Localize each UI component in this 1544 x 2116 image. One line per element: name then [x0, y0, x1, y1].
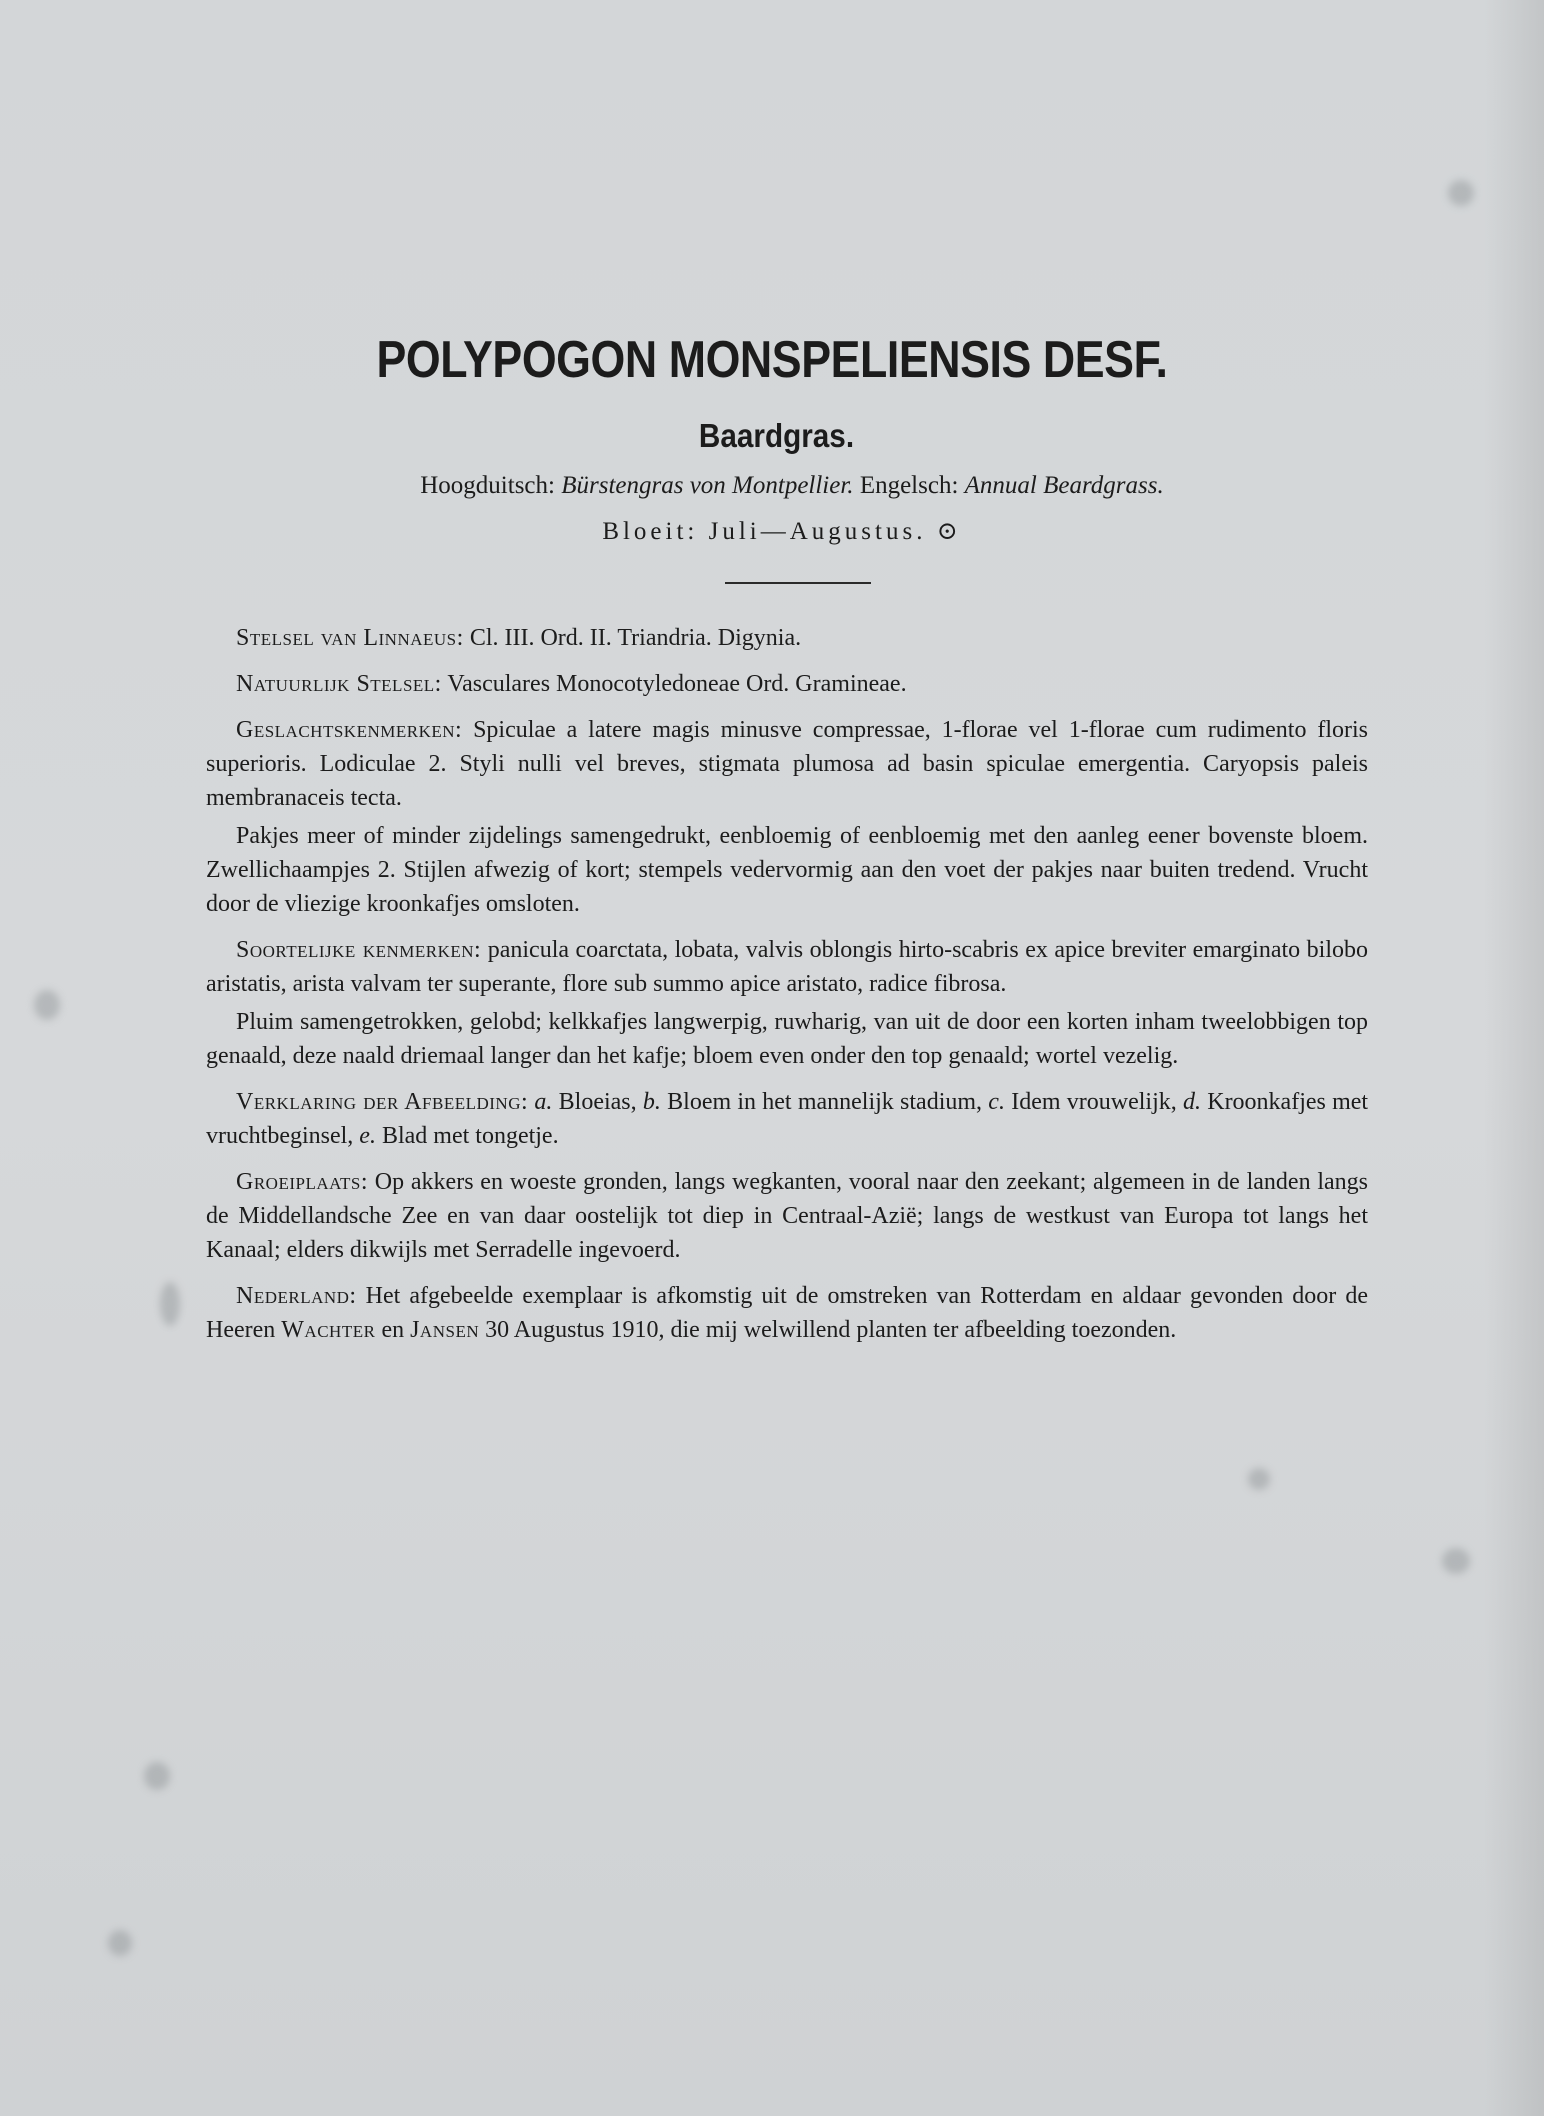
- paper-spot: [1448, 180, 1474, 206]
- figure-d-key: d.: [1182, 1089, 1201, 1115]
- figure-e-text: Blad met tongetje.: [381, 1123, 559, 1149]
- bloom-period: [0, 516, 1544, 546]
- genus-label: Geslachtskenmerken:: [236, 717, 463, 743]
- english-label: Engelsch:: [859, 472, 959, 499]
- natural-system-paragraph: [206, 667, 1368, 701]
- figure-d-text: Kroonkafjes met vruchtbeginsel,: [206, 1089, 1369, 1149]
- figure-c-text: Idem vrouwelijk,: [1011, 1089, 1177, 1115]
- paper-spot: [1442, 1548, 1470, 1574]
- description-body: [206, 621, 1368, 1359]
- vernacular-names: [0, 472, 1544, 500]
- species-dutch-paragraph: [206, 1005, 1368, 1073]
- bloom-label: Bloeit:: [602, 518, 699, 545]
- habitat-text: Op akkers en woeste gronden, langs wegkanten, vooral naar den zeekant; algemeen in de landen langs de Middellandsche Zee en van daar oostelijk tot diep in Centraal-Azië; langs de westkust van Europa tot langs het Kanaal; elders dikwijls met Serradelle ingevoerd.: [206, 1169, 1369, 1263]
- paper-spot: [34, 990, 60, 1020]
- species-latin-paragraph: [206, 933, 1368, 1001]
- species-latin-text: panicula coarctata, lobata, valvis oblongis hirto-scabris ex apice breviter emarginato bilobo aristatis, arista valvam ter superante, flore sub summo apice aristato, radice fibrosa.: [206, 937, 1369, 997]
- linnaeus-paragraph: [206, 621, 1368, 655]
- collector-name-1: Wachter: [281, 1317, 376, 1343]
- figure-b-key: b.: [642, 1089, 661, 1115]
- netherlands-text-1: Het afgebeelde exemplaar is afkomstig uit de omstreken van Rotterdam en aldaar gevonden door de Heeren: [206, 1283, 1369, 1343]
- genus-dutch-text: Pakjes meer of minder zijdelings samengedrukt, eenbloemig of eenbloemig met den aanleg eener bovenste bloem. Zwellichaampjes 2. Stijlen afwezig of kort; stempels vedervormig aan den voet der pakjes naar buiten tredend. Vrucht door de vliezige kroonkafjes omsloten.: [206, 823, 1368, 917]
- figure-a-key: a.: [534, 1089, 553, 1115]
- collector-name-2: Jansen: [410, 1317, 480, 1343]
- netherlands-paragraph: [206, 1279, 1368, 1347]
- german-label: Hoogduitsch:: [420, 472, 555, 499]
- netherlands-text-2: 30 Augustus 1910, die mij welwillend planten ter afbeelding toezonden.: [485, 1317, 1177, 1343]
- netherlands-label: Nederland:: [236, 1283, 357, 1309]
- page-title: POLYPOGON MONSPELIENSIS DESF.: [376, 331, 1168, 389]
- species-dutch-text: Pluim samengetrokken, gelobd; kelkkafjes langwerpig, ruwharig, van uit de door een korten inham tweelobbigen top genaald, deze naald driemaal langer dan het kafje; bloem even onder den top genaald; wortel vezelig.: [206, 1009, 1368, 1069]
- figure-a-text: Bloeias,: [558, 1089, 637, 1115]
- figure-e-key: e.: [359, 1123, 376, 1149]
- english-name: Annual Beardgrass.: [964, 472, 1164, 499]
- page-subtitle: Baardgras.: [698, 417, 855, 454]
- genus-latin-text: Spiculae a latere magis minusve compressae, 1-florae vel 1-florae cum rudimento floris superioris. Lodiculae 2. Styli nulli vel breves, stigmata plumosa ad basin spiculae emergentia. Caryopsis paleis membranaceis tecta.: [206, 717, 1369, 811]
- paper-spot: [108, 1930, 132, 1956]
- genus-latin-paragraph: [206, 713, 1368, 815]
- netherlands-and: en: [381, 1317, 405, 1343]
- habitat-label: Groeiplaats:: [236, 1169, 369, 1195]
- linnaeus-text: Cl. III. Ord. II. Triandria. Digynia.: [469, 625, 802, 651]
- paper-spot: [1248, 1468, 1270, 1490]
- figure-b-text: Bloem in het mannelijk stadium,: [667, 1089, 983, 1115]
- bloom-value: Juli—Augustus.: [708, 518, 927, 545]
- natural-system-text: Vasculares Monocotyledoneae Ord. Gramineae.: [447, 671, 907, 697]
- habitat-paragraph: [206, 1165, 1368, 1267]
- page-edge-shadow: [1484, 0, 1544, 2116]
- linnaeus-label: Stelsel van Linnaeus:: [236, 625, 464, 651]
- species-label: Soortelijke kenmerken:: [236, 937, 482, 963]
- annual-symbol-icon: ⊙: [936, 518, 962, 545]
- divider-rule: [725, 582, 871, 584]
- german-name: Bürstengras von Montpellier.: [561, 472, 854, 499]
- paper-spot: [160, 1282, 180, 1326]
- genus-dutch-paragraph: [206, 819, 1368, 921]
- figure-label: Verklaring der Afbeelding:: [236, 1089, 529, 1115]
- figure-paragraph: [206, 1085, 1368, 1153]
- paper-spot: [144, 1762, 170, 1790]
- figure-c-key: c.: [988, 1089, 1005, 1115]
- natural-system-label: Natuurlijk Stelsel:: [236, 671, 442, 697]
